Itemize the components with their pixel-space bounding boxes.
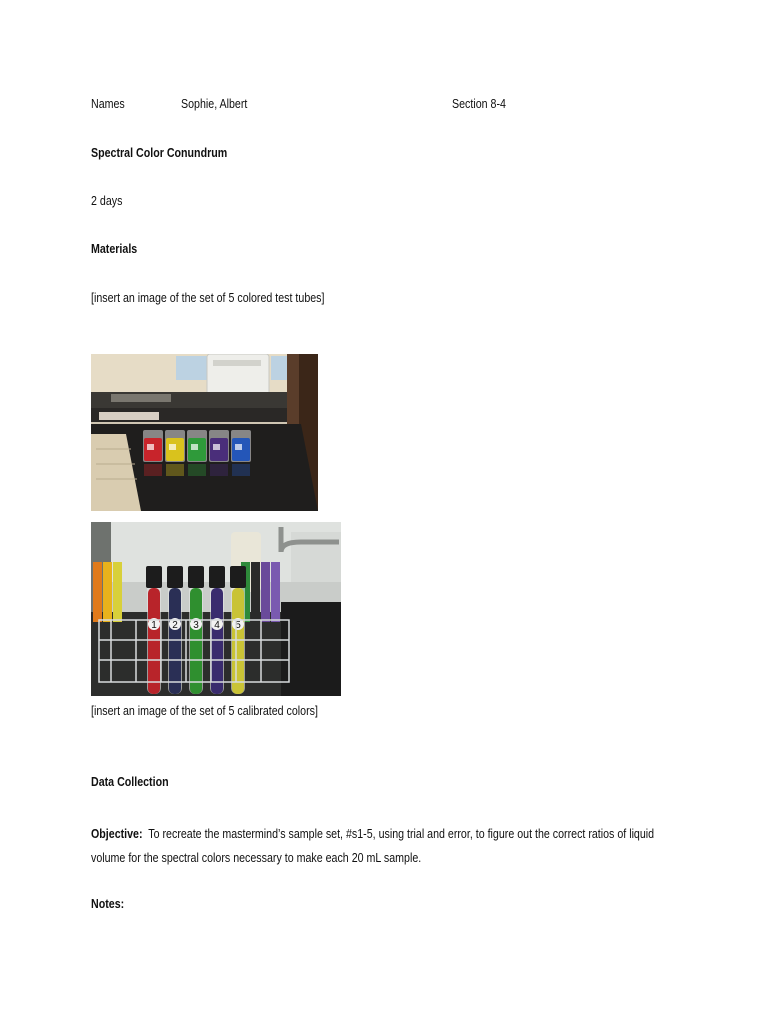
notes-label: Notes: xyxy=(91,896,125,911)
tube-label: 4 xyxy=(214,620,220,631)
duration-text: 2 days xyxy=(91,193,123,208)
marker-pen xyxy=(251,562,260,622)
document-title: Spectral Color Conundrum xyxy=(91,145,228,160)
objective-paragraph xyxy=(91,822,673,870)
beakers-photo xyxy=(91,354,318,511)
test-tube xyxy=(188,566,204,694)
marker-pen xyxy=(103,562,112,622)
beaker-group xyxy=(143,430,251,476)
materials-note-tubes: [insert an image of the set of 5 colored test tubes] xyxy=(91,290,325,305)
marker-pen xyxy=(271,562,280,622)
beakers-photo-graphic xyxy=(91,354,318,511)
materials-heading: Materials xyxy=(91,241,138,256)
marker-pen xyxy=(261,562,270,622)
names-value: Sophie, Albert xyxy=(181,96,248,111)
test-tube xyxy=(146,566,162,694)
beaker xyxy=(165,430,185,476)
beaker xyxy=(231,430,251,476)
section-label: Section 8-4 xyxy=(452,96,506,111)
beaker xyxy=(209,430,229,476)
test-tube xyxy=(167,566,183,694)
marker-pen xyxy=(93,562,102,622)
beaker xyxy=(187,430,207,476)
materials-note-colors: [insert an image of the set of 5 calibrated colors] xyxy=(91,703,318,718)
tube-label: 1 xyxy=(151,620,157,631)
marker-pen xyxy=(113,562,122,622)
beaker xyxy=(143,430,163,476)
test-tube xyxy=(230,566,246,694)
tube-label: 2 xyxy=(172,620,178,631)
names-label: Names xyxy=(91,96,125,111)
tube-label: 5 xyxy=(235,620,241,631)
objective-label: Objective: xyxy=(91,826,143,841)
tube-label: 3 xyxy=(193,620,199,631)
data-collection-heading: Data Collection xyxy=(91,774,169,789)
test-tubes-photo-graphic xyxy=(91,522,341,696)
objective-text: To recreate the mastermind’s sample set, #s1-5, using trial and error, to figure out the correct ratios of liquid volume for the spectral colors necessary to make each 20 mL sample. xyxy=(91,826,655,865)
test-tubes-photo xyxy=(91,522,341,696)
